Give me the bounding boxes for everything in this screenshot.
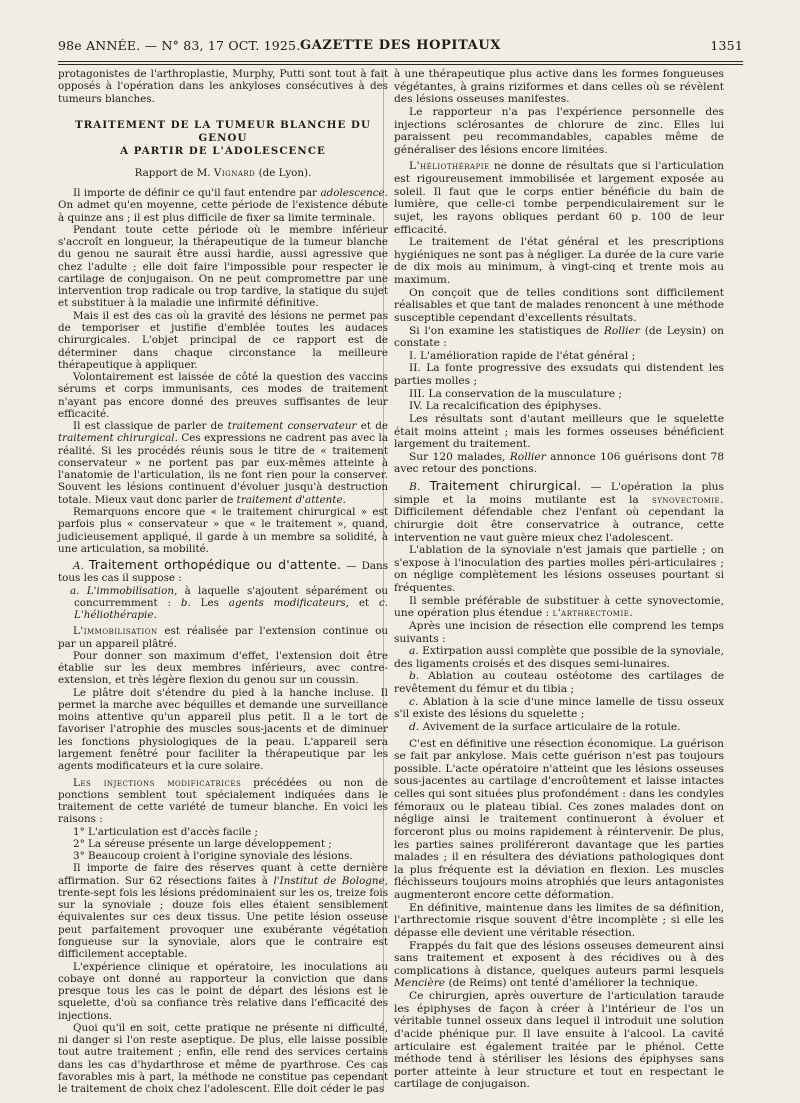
text-run: Les injections modificatrices (73, 776, 242, 789)
text-run: — Dans tous les cas il suppose : (58, 560, 389, 585)
journal-title: GAZETTE DES HOPITAUX (300, 38, 501, 53)
text-run: Ablation à la scie d'une mince lamelle de tissu osseux s'il existe des lésions du squelette ; (394, 694, 724, 721)
text-run: L'héliothérapie. (74, 609, 157, 622)
paragraph: protagonistes de l'arthroplastie, Murphy, Putti sont tout à fait opposés à l'opération dans les ankyloses consécutives à des tumeurs blanches. (58, 68, 388, 105)
list-item (394, 645, 724, 670)
text-run: On admet qu'en moyenne, cette période de l'existence débute à quinze ans ; il est plus difficile de fixer sa limite terminale. (58, 199, 388, 224)
text-run: précédées ou non de ponctions semblent tout spécialement indiquées dans le traitement de cette variété de tumeur blanche. En voici les raisons : (58, 776, 388, 826)
paragraph (58, 187, 388, 224)
text-run: A PARTIR DE L'ADOLESCENCE (120, 144, 326, 157)
paragraph: Volontairement est laissée de côté la question des vaccins sérums et corps immunisants, ces modes de traitement n'ayant pas encore donné des preuves suffisantes de leur efficacité. (58, 371, 388, 420)
list-item: 2° La séreuse présente un large développement ; (73, 837, 332, 850)
list-item: II. La fonte progressive des exsudats qui distendent les parties molles ; (394, 361, 724, 387)
text-run: Vignard (213, 166, 256, 179)
list-item: IV. La recalcification des épiphyses. (409, 399, 602, 413)
left-column (58, 68, 388, 1095)
paragraph (394, 325, 724, 350)
text-run: Rollier (509, 449, 546, 463)
paragraph (58, 625, 388, 650)
text-run: l'Institut de Bologne, (273, 874, 388, 887)
text-run: (de Lyon). (258, 166, 312, 179)
running-header (58, 38, 743, 60)
text-run: Ablation au couteau ostéotome des cartilages de revêtement du fémur et du tibia ; (394, 669, 724, 695)
text-run: est réalisée par l'extension continue ou par un appareil plâtré. (58, 625, 388, 650)
text-run: trente-sept fois les lésions prédominaient sur les os, treize fois sur la synoviale ; douze fois elles étaient sensiblement équivalentes sur ces deux tissus. Une petite lésion osseuse peut parfaitement provoquer une exubérante végétation fongueuse sur la synoviale, alors que le contraire est difficilement acceptable. (58, 886, 388, 961)
text-run: Il semble préférable de substituer à cette synovectomie, une opération plus étendue : (394, 593, 724, 620)
list-item (394, 721, 724, 734)
text-run: Rollier (603, 323, 640, 337)
text-run: Il importe de faire des réserves quant à cette dernière affirmation. Sur 62 résections faites à (58, 862, 388, 887)
paragraph: Quoi qu'il en soit, cette pratique ne présente ni difficulté, ni danger si l'on reste aseptique. De plus, elle laisse possible tout autre traitement ; enfin, elle rend des services certains dans les cas d'hydarthrose et même de pyarthrose. Ces cas favorables mis à part, la méthode ne constitue pas cependant le traitement de choix chez l'adolescent. Elle doit céder le pas (58, 1021, 388, 1096)
text-run: Avivement de la surface articulaire de la rotule. (422, 719, 681, 733)
paragraph: On conçoit que de telles conditions sont difficilement réalisables et que tant de malades renoncent à une méthode susceptible cependant d'excellents résultats. (394, 285, 724, 324)
text-run: agents modificateurs, (228, 596, 349, 609)
text-run: a. (70, 584, 80, 597)
text-run: traitement d'attente. (236, 493, 346, 506)
text-run: Frappés du fait que des lésions osseuses demeurent ainsi sans traitement et exposent à des récidives ou à des complications à distance, quelques auteurs parmi lesquels (394, 938, 724, 977)
text-run: traitement chirurgical. (58, 432, 178, 445)
paragraph (58, 862, 388, 960)
text-run: synovectomie. (651, 492, 724, 506)
list-item (58, 585, 388, 622)
text-run: Il importe de définir ce qu'il faut entendre par (73, 187, 317, 200)
text-run: L'immobilisation, (86, 584, 178, 597)
text-run: Traitement chirurgical. (429, 478, 582, 493)
text-run: c. (409, 694, 419, 708)
paragraph: Le plâtre doit s'étendre du pied à la hanche incluse. Il permet la marche avec béquilles et demande une surveillance moins attentive qu'un appareil plus petit. Il a le tort de favoriser l'atrophie des muscles sous-jacents et de diminuer les fonctions physiologiques de la peau. L'appareil sera largement fenêtré pour faciliter la thérapeutique par les agents modificateurs et la cure solaire. (58, 686, 388, 773)
text-run: Extirpation aussi complète que possible de la synoviale, des ligaments croisés et des disques semi-lunaires. (394, 644, 724, 670)
subsection-heading-a (58, 559, 388, 585)
page-number: 1351 (710, 38, 743, 53)
header-rule (58, 61, 743, 62)
paragraph: L'expérience clinique et opératoire, les inoculations au cobaye ont donné au rapporteur la conviction que dans presque tous les cas le point de départ des lésions est le squelette, d'où sa confiance très relative dans l'efficacité des injections. (58, 960, 388, 1022)
paragraph: Ce chirurgien, après ouverture de l'articulation taraude les épiphyses de façon à créer à l'intérieur de l'os un véritable tunnel osseux dans lequel il introduit une solution d'acide phénique pur. Il lave ensuite à l'alcool. La cavité articulaire est également traitée par le phénol. Cette méthode tend à stériliser les lésions des épiphyses sans porter atteinte à leur structure et tout en respectant le cartilage de conjugaison. (394, 989, 724, 1091)
text-run: Difficilement défendable chez l'enfant où cependant la chirurgie doit être conservatrice à outrance, cette intervention ne vaut guère mieux chez l'adolescent. (394, 505, 724, 544)
paragraph: à une thérapeutique plus active dans les formes fongueuses végétantes, à grains riziformes et dans celles où se révèlent des lésions osseuses manifestes. (394, 67, 724, 106)
text-run: Si l'on examine les statistiques de (409, 323, 600, 337)
paragraph: Les résultats sont d'autant meilleurs que le squelette était moins atteint ; mais les formes osseuses bénéficient largement du traitement. (394, 411, 724, 451)
text-run: TRAITEMENT DE LA TUMEUR BLANCHE DU GENOU (75, 118, 371, 144)
subsection-heading-b (394, 480, 724, 544)
paragraph (394, 451, 724, 476)
text-run: b. (409, 669, 420, 683)
issue-info: 98e ANNÉE. — N° 83, 17 OCT. 1925. (58, 38, 301, 53)
section-title (58, 119, 388, 158)
text-run: ne donne de résultats que si l'articulation est rigoureusement immobilisée et largement exposée au soleil. Il faut que le corps entier bénéficie du bain de lumière, que celle-ci tombe perpendiculairement sur le sujet, les rayons obliques perdant 60 p. 100 de leur efficacité. (394, 159, 724, 236)
text-run: L'héliothérapie (409, 159, 490, 173)
paragraph: C'est en définitive une résection économique. La guérison se fait par ankylose. Mais cette guérison n'est pas toujours possible. L'acte opératoire n'atteint que les lésions osseuses sous-jacentes au cartilage d'encroûtement et laisse intactes celles qui sont situées plus profondément : dans les condyles fémoraux ou le plateau tibial. Ces zones malades dont on néglige ainsi le traitement continueront à évoluer et forceront plus ou moins rapidement à réintervenir. De plus, les parties saines proliféreront davantage que les parties malades ; il en résultera des déviations pathologiques dont la plus fréquente est la déviation en flexion. Les muscles fléchisseurs toujours moins atrophiés que leurs antagonistes augmenteront encore cette déformation. (394, 736, 724, 901)
text-run: et de (360, 420, 388, 433)
text-run: A. (73, 560, 84, 573)
text-run: Rapport de M. (134, 166, 211, 179)
text-run: Traitement orthopédique ou d'attente. (88, 557, 342, 573)
paragraph (394, 595, 724, 620)
text-run: et (358, 596, 370, 609)
text-run: (de Leysin) on constate : (394, 323, 725, 350)
paragraph: Après une incision de résection elle comprend les temps suivants : (394, 618, 724, 645)
paragraph: L'ablation de la synoviale n'est jamais que partielle ; on s'expose à l'inoculation des parties molles péri-articulaires ; on néglige complètement les lésions osseuses pourtant si fréquentes. (394, 543, 724, 594)
list-item: III. La conservation de la musculature ; (409, 386, 622, 400)
text-run: Mencière (394, 976, 446, 990)
paragraph (58, 420, 388, 506)
text-run: L'immobilisation (73, 625, 158, 638)
paragraph: En définitive, maintenue dans les limites de sa définition, l'arthrectomie risque souvent d'être incomplète ; si elle les dépasse elle devient une véritable résection. (394, 900, 724, 939)
paragraph: Le traitement de l'état général et les prescriptions hygiéniques ne sont pas à négliger. La durée de la cure varie de dix mois au minimum, à vingt-cinq et trente mois au maximum. (394, 235, 724, 286)
text-run: B. (409, 480, 421, 493)
paragraph: Le rapporteur n'a pas l'expérience personnelle des injections sclérosantes de chlorure de zinc. Elles lui paraissent peu recommandables, capables même de généraliser des lésions encore limitées. (394, 104, 724, 156)
header-rule-2 (58, 64, 743, 65)
author-byline (58, 167, 388, 179)
paragraph (58, 777, 388, 826)
text-run: adolescence. (320, 187, 388, 200)
text-run: Sur 120 malades, (409, 449, 506, 463)
text-run: a. (409, 644, 419, 658)
list-item: 1° L'articulation est d'accès facile ; (73, 825, 259, 838)
list-item: 3° Beaucoup croient à l'origine synoviale des lésions. (73, 850, 353, 863)
paragraph (394, 160, 724, 236)
text-run: Les (200, 596, 219, 609)
text-run: annonce 106 guérisons dont 78 avec retour des ponctions. (394, 449, 725, 476)
text-run: b. (180, 596, 191, 609)
paragraph: Pour donner son maximum d'effet, l'extension doit être établie sur les deux membres inférieurs, avec contre-extension, et très légère flexion du genou sur un coussin. (58, 649, 388, 687)
right-column (394, 68, 724, 1091)
text-run: Ces expressions ne cadrent pas avec la réalité. Si les procédés réunis sous le titre de « traitement conservateur » ne portent pas par eux-mêmes atteinte à l'anatomie de l'articulation, ils ne font rien pour la conserver. Souvent les lésions continuent d'évoluer jusqu'à destruction totale. Mieux vaut donc parler de (58, 432, 388, 506)
list-item: I. L'amélioration rapide de l'état général ; (409, 348, 636, 362)
text-run: (de Reims) ont tenté d'améliorer la technique. (448, 976, 698, 990)
text-run: c. (378, 596, 389, 609)
text-run: l'arthrectomie. (552, 606, 634, 620)
list-item (394, 696, 724, 721)
paragraph (394, 940, 724, 991)
text-run: traitement conservateur (227, 420, 357, 433)
paragraph: Mais il est des cas où la gravité des lésions ne permet pas de temporiser et justifie d'emblée toutes les audaces chirurgicales. L'objet principal de ce rapport est de déterminer dans chaque circonstance la meilleure thérapeutique à appliquer. (58, 309, 388, 371)
text-run: d. (409, 719, 420, 733)
text-run: à laquelle s'ajoutent séparément ou concurremment : (74, 584, 388, 609)
list-item (394, 670, 724, 695)
text-run: — L'opération la plus simple et la moins mutilante est la (394, 480, 724, 506)
text-run: Il est classique de parler de (73, 420, 224, 433)
paragraph: Remarquons encore que « le traitement chirurgical » est parfois plus « conservateur » que « le traitement », quand, judicieusement appliqué, il garde à un membre sa solidité, à une articulation, sa mobilité. (58, 505, 388, 555)
paragraph: Pendant toute cette période où le membre inférieur s'accroît en longueur, la thérapeutique de la tumeur blanche du genou ne saurait être aussi hardie, aussi agressive que chez l'adulte ; elle doit faire l'impossible pour respecter le cartilage de conjugaison. On ne peut compromettre par une intervention trop radicale ou trop tardive, la statique du sujet et substituer à la maladie une infirmité définitive. (58, 223, 388, 310)
